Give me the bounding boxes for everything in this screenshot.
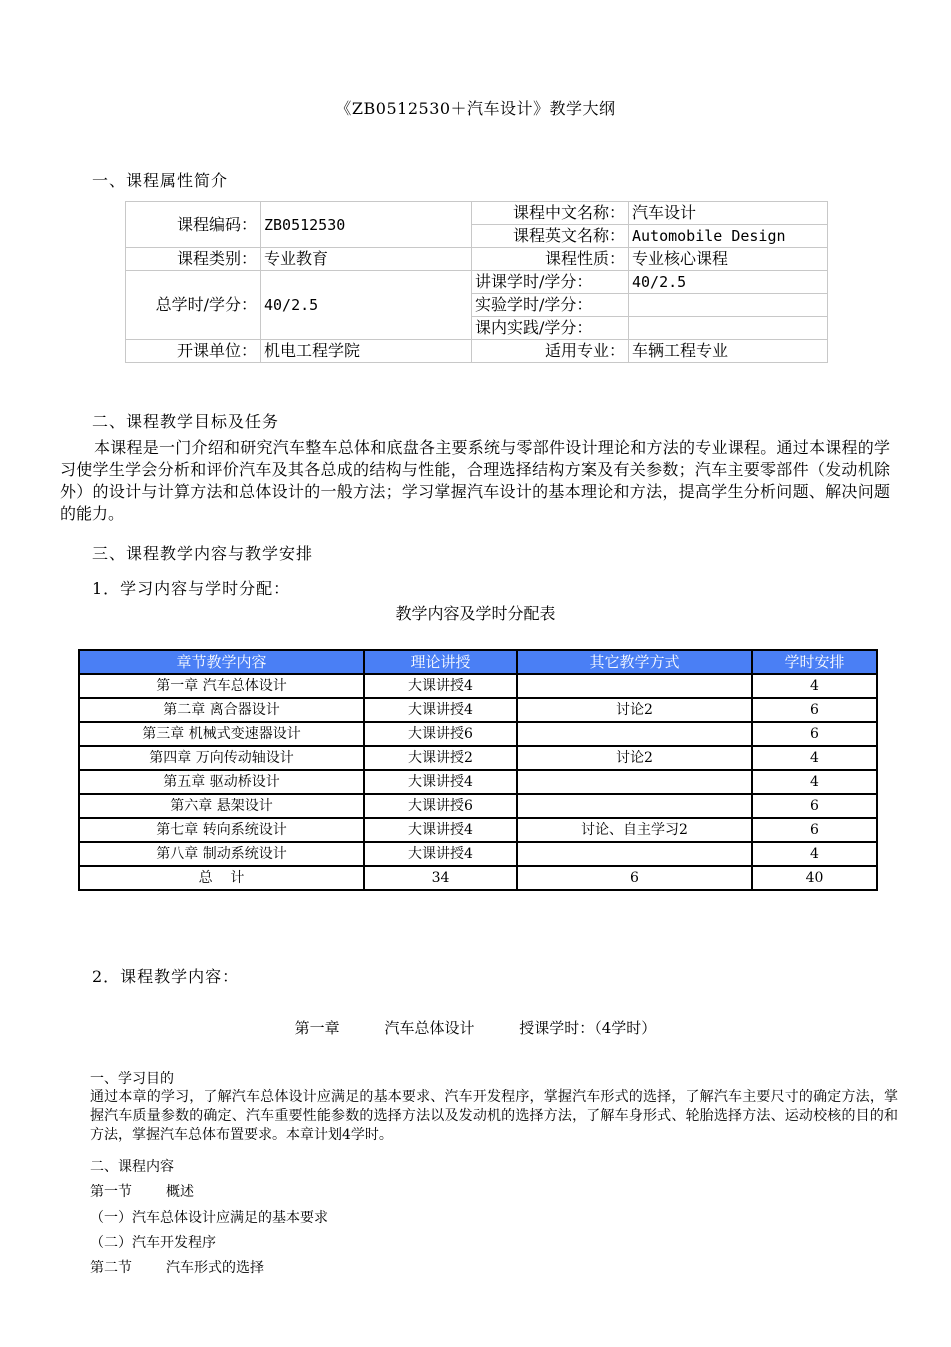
schedule-caption: 教学内容及学时分配表 bbox=[395, 604, 556, 623]
chapter-name: 汽车总体设计 bbox=[384, 1019, 475, 1037]
dept-label: 开课单位： bbox=[126, 340, 261, 363]
category-value: 专业教育 bbox=[261, 248, 472, 271]
table-cell: 大课讲授4 bbox=[364, 674, 517, 698]
table-cell: 第八章 制动系统设计 bbox=[79, 842, 364, 866]
header-cell: 理论讲授 bbox=[364, 650, 517, 674]
objective-paragraph: 本课程是一门介绍和研究汽车整车总体和底盘各主要系统与零部件设计理论和方法的专业课程。通过本课程的学习使学生学会分析和评价汽车及其各总成的结构与性能，合理选择结构方案及有关参数；汽车主要零部件（发动机除外）的设计与计算方法和总体设计的一般方法；学习掌握汽车设计的基本理论和方法，提高学生分析问题、解决问题的能力。 bbox=[60, 438, 890, 523]
table-cell: 讨论2 bbox=[517, 746, 752, 770]
objective-heading: 二、课程教学目标及任务 bbox=[92, 412, 280, 431]
table-cell bbox=[517, 770, 752, 794]
list-item: （二）汽车开发程序 bbox=[90, 1235, 216, 1251]
table-cell: 4 bbox=[752, 746, 877, 770]
practice-label: 课内实践/学分： bbox=[472, 317, 629, 340]
table-cell: 6 bbox=[752, 818, 877, 842]
table-row bbox=[79, 722, 877, 746]
header-cell: 学时安排 bbox=[752, 650, 877, 674]
lecture-value: 40/2.5 bbox=[629, 271, 828, 294]
course-intro-heading: 一、课程属性简介 bbox=[92, 171, 229, 190]
table-cell: 第五章 驱动桥设计 bbox=[79, 770, 364, 794]
chapter-hours: 授课学时：（4学时） bbox=[519, 1019, 657, 1037]
section-2-name: 汽车形式的选择 bbox=[166, 1260, 264, 1276]
schedule-header-row bbox=[79, 650, 877, 674]
table-row bbox=[79, 770, 877, 794]
table-cell: 大课讲授4 bbox=[364, 842, 517, 866]
lab-label: 实验学时/学分： bbox=[472, 294, 629, 317]
table-cell: 第二章 离合器设计 bbox=[79, 698, 364, 722]
table-cell: 大课讲授6 bbox=[364, 794, 517, 818]
section-2-label: 第二节 bbox=[90, 1260, 132, 1276]
total-hours-value: 40/2.5 bbox=[261, 271, 472, 340]
table-row bbox=[79, 842, 877, 866]
table-cell: 第六章 悬架设计 bbox=[79, 794, 364, 818]
table-cell: 6 bbox=[752, 794, 877, 818]
table-row bbox=[79, 674, 877, 698]
header-cell: 章节教学内容 bbox=[79, 650, 364, 674]
table-row bbox=[79, 818, 877, 842]
hours-heading: 1．学习内容与学时分配： bbox=[92, 579, 291, 598]
category-label: 课程类别： bbox=[126, 248, 261, 271]
table-cell bbox=[517, 722, 752, 746]
table-total-row bbox=[79, 866, 877, 890]
table-row bbox=[79, 746, 877, 770]
major-label: 适用专业： bbox=[472, 340, 629, 363]
goal-paragraph: 通过本章的学习，了解汽车总体设计应满足的基本要求、汽车开发程序，掌握汽车形式的选择，了解汽车主要尺寸的确定方法，掌握汽车质量参数的确定、汽车重要性能参数的选择方法以及发动机的选择方法，了解车身形式、轮胎选择方法、运动校核的目的和方法，掌握汽车总体布置要求。本章计划4学时。 bbox=[90, 1089, 898, 1143]
table-row bbox=[79, 698, 877, 722]
section-1-label: 第一节 bbox=[90, 1184, 132, 1200]
chapter-title bbox=[0, 1017, 951, 1038]
table-cell bbox=[517, 674, 752, 698]
table-cell: 讨论2 bbox=[517, 698, 752, 722]
lab-value bbox=[629, 294, 828, 317]
code-label: 课程编码： bbox=[126, 202, 261, 248]
en-name-label: 课程英文名称： bbox=[472, 225, 629, 248]
practice-value bbox=[629, 317, 828, 340]
course-info-table bbox=[125, 201, 828, 363]
table-cell: 大课讲授2 bbox=[364, 746, 517, 770]
table-cell: 4 bbox=[752, 842, 877, 866]
nature-value: 专业核心课程 bbox=[629, 248, 828, 271]
table-row bbox=[79, 794, 877, 818]
table-cell: 讨论、自主学习2 bbox=[517, 818, 752, 842]
content-heading: 三、课程教学内容与教学安排 bbox=[92, 544, 314, 563]
schedule-table bbox=[78, 649, 878, 891]
total-cell: 34 bbox=[364, 866, 517, 890]
section-2 bbox=[90, 1257, 264, 1277]
table-cell bbox=[517, 842, 752, 866]
dept-value: 机电工程学院 bbox=[261, 340, 472, 363]
section-1-name: 概述 bbox=[166, 1184, 194, 1200]
major-value: 车辆工程专业 bbox=[629, 340, 828, 363]
table-cell: 4 bbox=[752, 674, 877, 698]
table-cell: 大课讲授4 bbox=[364, 770, 517, 794]
table-cell: 6 bbox=[752, 722, 877, 746]
en-name-value: Automobile Design bbox=[629, 225, 828, 248]
table-cell bbox=[517, 794, 752, 818]
header-cell: 其它教学方式 bbox=[517, 650, 752, 674]
chapter-number: 第一章 bbox=[294, 1019, 340, 1037]
cn-name-label: 课程中文名称： bbox=[472, 202, 629, 225]
total-cell: 6 bbox=[517, 866, 752, 890]
table-cell: 大课讲授4 bbox=[364, 818, 517, 842]
table-cell: 第七章 转向系统设计 bbox=[79, 818, 364, 842]
document-title: 《ZB0512530＋汽车设计》教学大纲 bbox=[335, 99, 616, 118]
total-hours-label: 总学时/学分： bbox=[126, 271, 261, 340]
total-cell: 总 计 bbox=[79, 866, 364, 890]
table-cell: 第四章 万向传动轴设计 bbox=[79, 746, 364, 770]
teaching-content-heading: 2．课程教学内容： bbox=[92, 967, 240, 986]
total-cell: 40 bbox=[752, 866, 877, 890]
list-item: （一）汽车总体设计应满足的基本要求 bbox=[90, 1210, 328, 1226]
table-cell: 大课讲授6 bbox=[364, 722, 517, 746]
cn-name-value: 汽车设计 bbox=[629, 202, 828, 225]
table-cell: 第一章 汽车总体设计 bbox=[79, 674, 364, 698]
chapter-content-heading: 二、课程内容 bbox=[90, 1159, 174, 1175]
section-1 bbox=[90, 1181, 194, 1201]
lecture-label: 讲课学时/学分： bbox=[472, 271, 629, 294]
table-cell: 大课讲授4 bbox=[364, 698, 517, 722]
goal-heading: 一、学习目的 bbox=[90, 1071, 174, 1087]
code-value: ZB0512530 bbox=[261, 202, 472, 248]
table-cell: 第三章 机械式变速器设计 bbox=[79, 722, 364, 746]
table-cell: 4 bbox=[752, 770, 877, 794]
table-cell: 6 bbox=[752, 698, 877, 722]
nature-label: 课程性质： bbox=[472, 248, 629, 271]
